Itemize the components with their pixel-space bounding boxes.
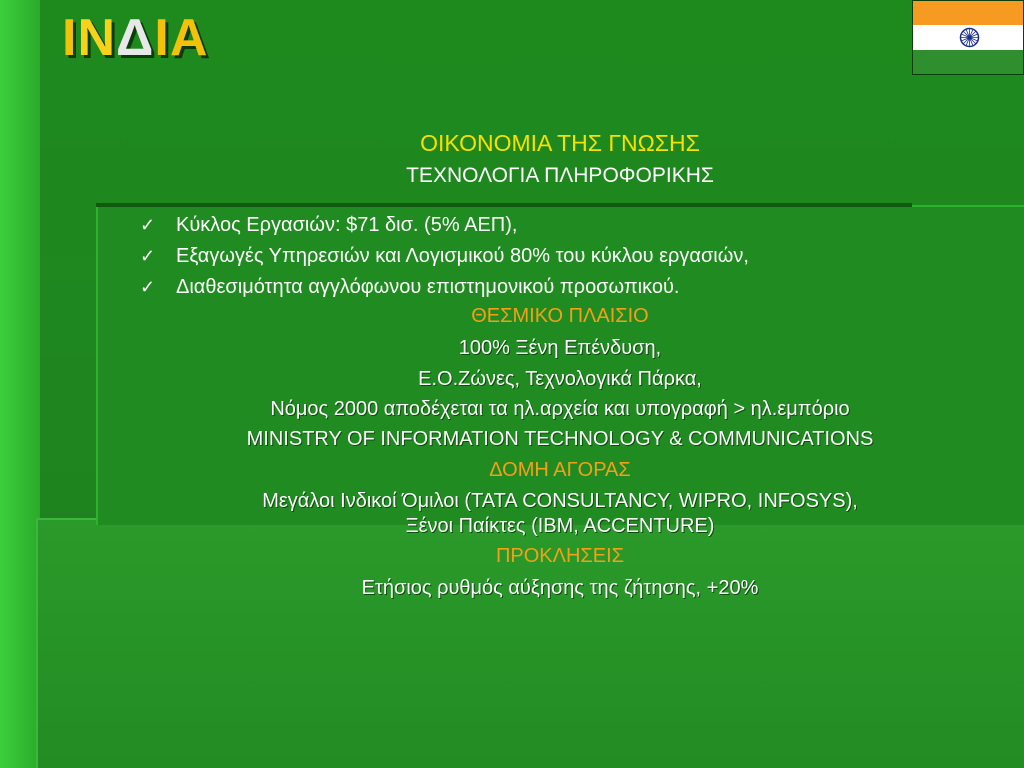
list-item	[140, 241, 749, 272]
market-title: ΔΟΜΗ ΑΓΟΡΑΣ	[489, 459, 631, 481]
sub-heading: ΤΕΧΝΟΛΟΓΙΑ ΠΛΗΡΟΦΟΡΙΚΗΣ	[406, 164, 714, 187]
title-letter-4: IA	[154, 9, 209, 67]
bullet-list	[140, 210, 749, 303]
bullet-text: Διαθεσιμότητα αγγλόφωνου επιστημονικού προσωπικού.	[176, 276, 680, 298]
left-accent-strip	[0, 0, 40, 768]
market-line: Μεγάλοι Ινδικοί Όμιλοι (TATA CONSULTANCY, WIPRO, INFOSYS),	[262, 490, 858, 512]
bullet-text: Κύκλος Εργασιών: $71 δισ. (5% ΑΕΠ),	[176, 214, 518, 236]
title-letter-1: I	[62, 9, 78, 67]
slide-title	[62, 8, 208, 68]
check-icon: ✓	[140, 215, 156, 235]
panel-top-rule	[96, 203, 912, 207]
main-heading: ΟΙΚΟΝΟΜΙΑ ΤΗΣ ΓΝΩΣΗΣ	[420, 130, 700, 156]
challenges-line: Ετήσιος ρυθμός αύξησης της ζήτησης, +20%	[361, 577, 759, 599]
institutional-line: 100% Ξένη Επένδυση,	[458, 337, 662, 359]
challenges-title: ΠΡΟΚΛΗΣΕΙΣ	[495, 545, 625, 567]
list-item	[140, 210, 749, 241]
bullet-text: Εξαγωγές Υπηρεσιών και Λογισμικού 80% του κύκλου εργασιών,	[176, 245, 749, 267]
flag-white-stripe	[913, 25, 1023, 50]
institutional-title: ΘΕΣΜΙΚΟ ΠΛΑΙΣΙΟ	[471, 305, 649, 327]
market-line: Ξένοι Παίκτες (IBM, ACCENTURE)	[405, 515, 715, 537]
india-flag-icon	[912, 0, 1024, 75]
ashoka-chakra-icon	[959, 27, 980, 48]
title-letter-3: Δ	[116, 9, 155, 67]
flag-green-stripe	[913, 50, 1023, 74]
flag-saffron-stripe	[913, 1, 1023, 25]
list-item	[140, 272, 749, 303]
institutional-line: Ε.Ο.Ζώνες, Τεχνολογικά Πάρκα,	[418, 368, 702, 390]
check-icon: ✓	[140, 277, 156, 297]
institutional-line: MINISTRY OF INFORMATION TECHNOLOGY & COMMUNICATIONS	[246, 428, 874, 450]
institutional-line: Νόμος 2000 αποδέχεται τα ηλ.αρχεία και υπογραφή > ηλ.εμπόριο	[270, 398, 850, 420]
title-letter-2: N	[77, 9, 117, 67]
check-icon: ✓	[140, 246, 156, 266]
